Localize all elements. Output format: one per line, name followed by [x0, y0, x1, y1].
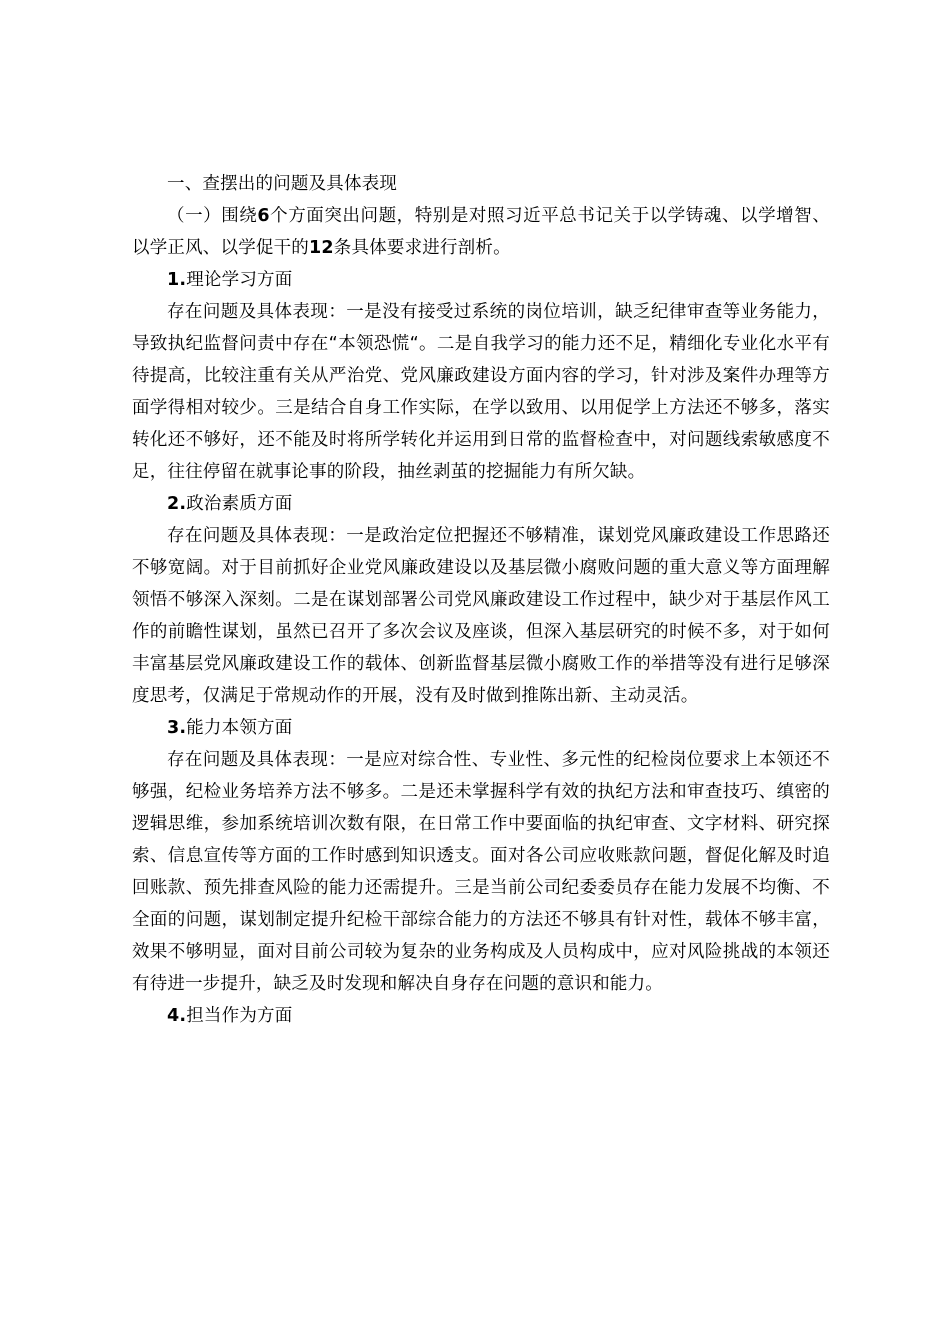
- item-body-1: 存在问题及具体表现：一是没有接受过系统的岗位培训，缺乏纪律审查等业务能力，导致执纪监督问责中存在“本领恐慌“。二是自我学习的能力还不足，精细化专业化水平有待提高，比较注重有关从严治党、党风廉政建设方面内容的学习，针对涉及案件办理等方面学得相对较少。三是结合自身工作实际，在学以致用、以用促学上方法还不够多，落实转化还不够好，还不能及时将所学转化并运用到日常的监督检查中，对问题线索敏感度不足，往往停留在就事论事的阶段，抽丝剥茧的挖掘能力有所欠缺。: [132, 302, 830, 482]
- item-title: 理论学习方面: [186, 270, 293, 290]
- subsection-prefix: （一）围绕: [167, 206, 258, 226]
- item-heading-3: [132, 712, 830, 744]
- item-number: 1.: [167, 270, 187, 290]
- subsection-number-12: 12: [309, 238, 334, 258]
- item-heading-1: [132, 264, 830, 296]
- item-title: 政治素质方面: [186, 494, 293, 514]
- item-number: 2.: [167, 494, 187, 514]
- item-body-3: 存在问题及具体表现：一是应对综合性、专业性、多元性的纪检岗位要求上本领还不够强，纪检业务培养方法不够多。二是还未掌握科学有效的执纪方法和审查技巧、缜密的逻辑思维，参加系统培训次数有限，在日常工作中要面临的执纪审查、文字材料、研究探索、信息宣传等方面的工作时感到知识透支。面对各公司应收账款问题，督促化解及时追回账款、预先排查风险的能力还需提升。三是当前公司纪委委员存在能力发展不均衡、不全面的问题，谋划制定提升纪检干部综合能力的方法还不够具有针对性，载体不够丰富，效果不够明显，面对目前公司较为复杂的业务构成及人员构成中，应对风险挑战的本领还有待进一步提升，缺乏及时发现和解决自身存在问题的意识和能力。: [132, 750, 830, 994]
- item-number: 4.: [167, 1006, 187, 1026]
- subsection-number-6: 6: [257, 206, 270, 226]
- item-body-2: 存在问题及具体表现：一是政治定位把握还不够精准，谋划党风廉政建设工作思路还不够宽阔。对于目前抓好企业党风廉政建设以及基层微小腐败问题的重大意义等方面理解领悟不够深入深刻。二是在谋划部署公司党风廉政建设工作过程中，缺少对于基层作风工作的前瞻性谋划，虽然已召开了多次会议及座谈，但深入基层研究的时候不多，对于如何丰富基层党风廉政建设工作的载体、创新监督基层微小腐败工作的举措等没有进行足够深度思考，仅满足于常规动作的开展，没有及时做到推陈出新、主动灵活。: [132, 526, 830, 706]
- subsection-paragraph: [132, 200, 830, 264]
- document-body: [132, 168, 830, 1032]
- item-heading-2: [132, 488, 830, 520]
- subsection-middle: 个方面突出问题，特别是对照习近平总书记关于以学铸魂、以学增智、以学正风、以学促干的: [132, 206, 831, 258]
- section-heading: [132, 168, 830, 200]
- item-number: 3.: [167, 718, 187, 738]
- item-title: 能力本领方面: [186, 718, 293, 738]
- subsection-suffix: 条具体要求进行剖析。: [333, 238, 511, 258]
- item-heading-4: [132, 1000, 830, 1032]
- item-title: 担当作为方面: [186, 1006, 293, 1026]
- section-heading-text: 一、查摆出的问题及具体表现: [167, 174, 398, 194]
